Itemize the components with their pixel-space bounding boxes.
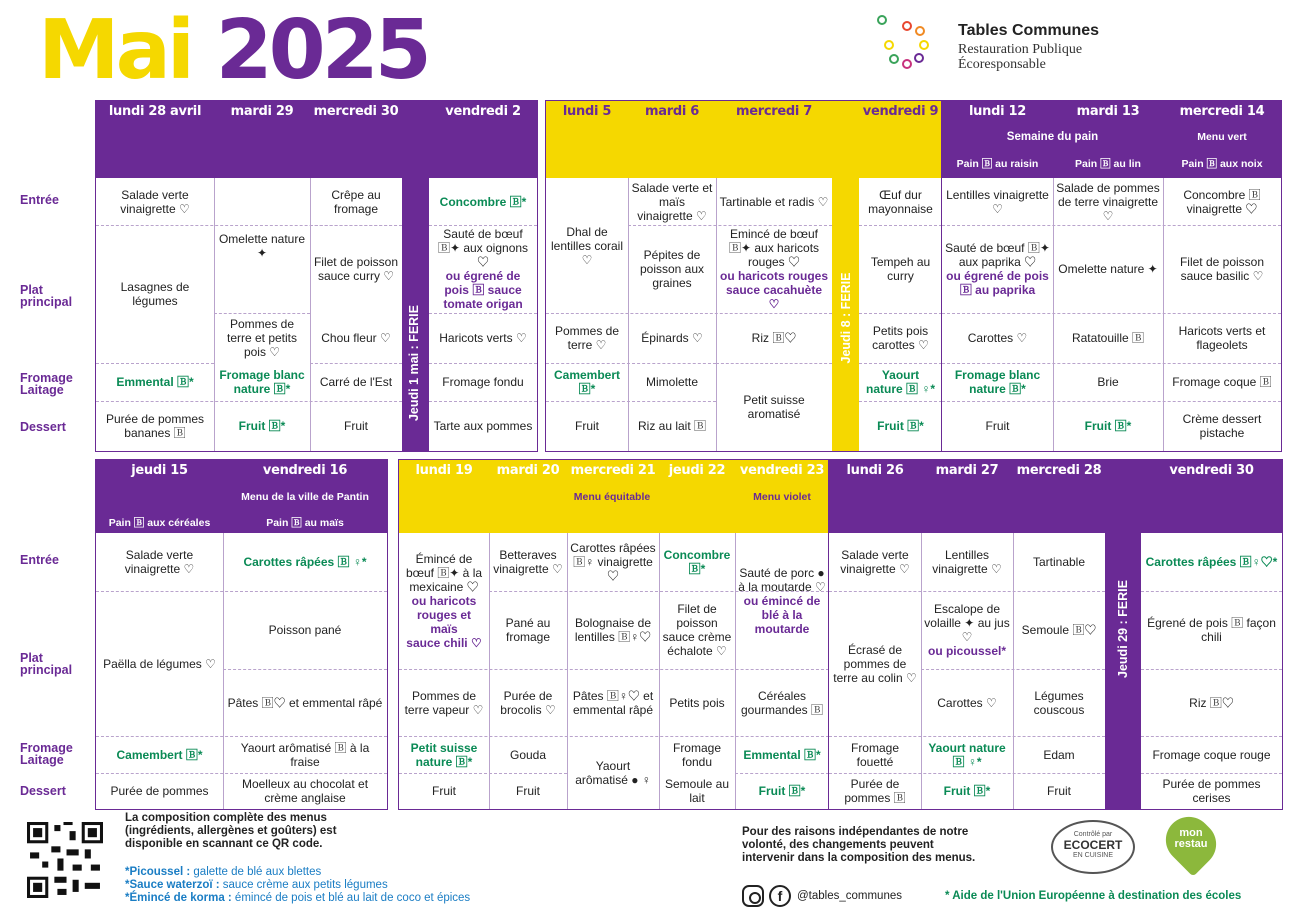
menu-item bbox=[716, 225, 832, 313]
menu-item: Riz 🄱♡ bbox=[751, 331, 797, 345]
week-block-28-avril bbox=[95, 100, 538, 452]
pain-raisin: Pain 🄱 au raisin bbox=[956, 158, 1039, 170]
menu-item: Camembert 🄱* bbox=[116, 747, 203, 762]
menu-item: Pâtes 🄱♀♡ et emmental râpé bbox=[572, 688, 654, 717]
menu-item: Fromage fouetté bbox=[850, 740, 900, 769]
ferie-label-29-mai: Jeudi 29 : FERIE bbox=[1116, 580, 1130, 678]
menu-item: Lentilles vinaigrette ♡ bbox=[946, 187, 1049, 216]
day-lundi-5: lundi 5 bbox=[562, 104, 612, 119]
day-jeudi-15: jeudi 15 bbox=[131, 463, 188, 478]
menu-item-main: Émincé de bœuf 🄱✦ à la mexicaine ♡ bbox=[405, 552, 483, 594]
menu-item: Betteraves vinaigrette ♡ bbox=[493, 548, 563, 576]
day-mardi-6: mardi 6 bbox=[645, 104, 699, 119]
week-block-5-mai bbox=[545, 100, 943, 452]
menu-item: Fromage fondu bbox=[672, 740, 722, 769]
menu-item: Fruit bbox=[344, 419, 368, 433]
day-lundi-26: lundi 26 bbox=[846, 463, 904, 478]
note-korma bbox=[125, 892, 545, 905]
menu-item: Fruit 🄱* bbox=[877, 419, 924, 433]
menu-item: Carottes râpées 🄱♀ vinaigrette ♡ bbox=[570, 541, 656, 583]
menu-item: Fromage fondu bbox=[442, 375, 524, 389]
menu-item: Purée de pommes bbox=[110, 784, 209, 798]
menu-item: Carottes ♡ bbox=[937, 695, 997, 710]
day-vendredi-9: vendredi 9 bbox=[862, 104, 939, 119]
menu-item: Pâtes 🄱♡ et emmental râpé bbox=[227, 695, 383, 710]
menu-item: Camembert 🄱* bbox=[553, 368, 621, 396]
day-mercredi-21: mercredi 21 bbox=[570, 463, 656, 478]
menu-item: Écrasé de pommes de terre au colin ♡ bbox=[833, 642, 917, 685]
day-mardi-13: mardi 13 bbox=[1076, 104, 1140, 119]
menu-item: Concombre 🄱* bbox=[439, 194, 527, 209]
theme-menu-vert: Menu vert bbox=[1197, 131, 1247, 143]
menu-item: Poisson pané bbox=[268, 623, 342, 637]
menu-item: Fruit bbox=[985, 419, 1010, 433]
theme-equitable: Menu équitable bbox=[573, 491, 651, 503]
menu-item: Purée de pommes 🄱 bbox=[844, 777, 906, 805]
ecocert-name: ECOCERT bbox=[1063, 838, 1123, 852]
menu-item: Pommes de terre ♡ bbox=[554, 324, 620, 352]
menu-item: Filet de poisson sauce basilic ♡ bbox=[1179, 255, 1265, 283]
menu-item-alternative: ou égrené de pois 🄱 sauce tomate origan bbox=[443, 269, 523, 311]
label-plat-top bbox=[20, 284, 90, 308]
menu-item-alternative: ou haricots rouges et maïs bbox=[411, 594, 477, 636]
menu-item: Bolognaise de lentilles 🄱♀♡ bbox=[574, 616, 652, 644]
menu-item-main: Emincé de bœuf 🄱✦ aux haricots rouges ♡ bbox=[728, 227, 820, 269]
page-title bbox=[38, 3, 428, 98]
menu-item: Filet de poisson sauce crème échalote ♡ bbox=[662, 602, 732, 658]
day-mardi-29: mardi 29 bbox=[230, 104, 294, 119]
menu-item-main: Sauté de bœuf 🄱✦ aux oignons ♡ bbox=[437, 227, 529, 269]
day-mercredi-30: mercredi 30 bbox=[313, 104, 399, 119]
menu-item: Yaourt arômatisé 🄱 à la fraise bbox=[240, 740, 370, 769]
tables-communes-logo bbox=[876, 14, 938, 76]
day-jeudi-22: jeudi 22 bbox=[668, 463, 726, 478]
menu-item: Salade verte vinaigrette ♡ bbox=[840, 548, 910, 576]
label-plat-line1: Plat bbox=[20, 283, 43, 297]
menu-item: Salade verte vinaigrette ♡ bbox=[120, 187, 190, 216]
day-vendredi-23: vendredi 23 bbox=[739, 463, 825, 478]
menu-item: Ratatouille 🄱 bbox=[1071, 331, 1145, 345]
menu-item: Riz 🄱♡ bbox=[1189, 695, 1234, 710]
note-waterzoi bbox=[125, 879, 545, 892]
theme-pantin: Menu de la ville de Pantin bbox=[241, 491, 369, 503]
ecocert-small: Contrôlé par bbox=[1073, 831, 1113, 838]
pain-mais: Pain 🄱 au maïs bbox=[266, 517, 344, 529]
day-mardi-20: mardi 20 bbox=[496, 463, 560, 478]
social-handle[interactable]: @tables_communes bbox=[797, 890, 902, 902]
menu-item: Fruit bbox=[516, 784, 540, 798]
menu-item: Fruit bbox=[1047, 784, 1071, 798]
note-term: *Émincé de korma : bbox=[125, 892, 232, 904]
menu-item: Petit suisse nature 🄱* bbox=[410, 740, 478, 769]
brand-line-2: Écoresponsable bbox=[958, 57, 1046, 72]
menu-item: Fromage coque 🄱 bbox=[1172, 375, 1272, 389]
label-fromage-top bbox=[20, 372, 90, 396]
week-block-15-mai bbox=[95, 459, 388, 810]
menu-item: Salade de pommes de terre vinaigrette ♡ bbox=[1056, 180, 1160, 223]
menu-item: Lasagnes de légumes bbox=[120, 280, 190, 308]
title-year: 2025 bbox=[215, 3, 428, 98]
menu-item: Brie bbox=[1097, 375, 1119, 389]
menu-item: Dhal de lentilles corail ♡ bbox=[550, 224, 624, 267]
menu-item-main: Escalope de volaille ✦ au jus ♡ bbox=[924, 602, 1010, 644]
menu-item: Pommes de terre vapeur ♡ bbox=[404, 688, 484, 717]
menu-item-main: Sauté de bœuf 🄱✦ aux paprika ♡ bbox=[945, 241, 1050, 269]
theme-violet: Menu violet bbox=[753, 491, 811, 503]
menu-item: Petit suisse aromatisé bbox=[743, 393, 805, 421]
menu-item: Céréales gourmandes 🄱 bbox=[740, 688, 824, 717]
pain-lin: Pain 🄱 au lin bbox=[1075, 158, 1141, 170]
footer-composition: La composition complète des menus (ingrédients, allergènes et goûters) est disponible en scannant ce QR code. bbox=[125, 812, 337, 850]
menu-item: Omelette nature ✦ bbox=[218, 231, 306, 260]
menu-item: Emmental 🄱* bbox=[116, 375, 194, 389]
day-mardi-27: mardi 27 bbox=[935, 463, 999, 478]
menu-item: Haricots verts ♡ bbox=[439, 331, 527, 345]
instagram-icon[interactable] bbox=[742, 885, 764, 907]
brand-subtitle bbox=[958, 42, 1082, 72]
note-picoussel bbox=[125, 866, 545, 879]
menu-item: Semoule au lait bbox=[664, 777, 730, 805]
menu-item: Tempeh au curry bbox=[870, 255, 931, 283]
day-mercredi-14: mercredi 14 bbox=[1179, 104, 1265, 119]
menu-item: Carottes râpées 🄱 ♀* bbox=[243, 555, 367, 569]
label-plat-line2: principal bbox=[20, 295, 73, 309]
label-fromage-line2: Laitage bbox=[20, 753, 64, 767]
note-def: galette de blé aux blettes bbox=[190, 866, 322, 878]
brand-name: Tables Communes bbox=[958, 22, 1100, 39]
menu-item: Crêpe au fromage bbox=[331, 187, 381, 216]
note-term: *Picoussel : bbox=[125, 866, 191, 878]
menu-item: Concombre 🄱 vinaigrette ♡ bbox=[1183, 187, 1261, 216]
menu-item: Edam bbox=[1043, 747, 1075, 762]
menu-item: Fruit bbox=[575, 419, 599, 433]
menu-item bbox=[921, 591, 1013, 669]
menu-item: Fromage coque rouge bbox=[1152, 747, 1271, 762]
menu-item: Égrené de pois 🄱 façon chili bbox=[1147, 616, 1276, 644]
week-block-19-mai bbox=[398, 459, 830, 810]
day-vendredi-2: vendredi 2 bbox=[445, 104, 521, 119]
menu-item: Yaourt arômatisé ● ♀ bbox=[575, 758, 651, 787]
menu-item: Yaourt nature 🄱 ♀* bbox=[928, 740, 1006, 769]
ecocert-sub: EN CUISINE bbox=[1072, 852, 1114, 859]
day-vendredi-16: vendredi 16 bbox=[262, 463, 348, 478]
menu-item: Pommes de terre et petits pois ♡ bbox=[226, 317, 298, 359]
menu-item: Purée de pommes cerises bbox=[1162, 777, 1261, 805]
menu-item: Fruit 🄱* bbox=[238, 419, 286, 433]
menu-item: Fruit 🄱* bbox=[1084, 419, 1132, 433]
day-lundi-19: lundi 19 bbox=[415, 463, 473, 478]
menu-item: Fruit 🄱* bbox=[758, 784, 806, 798]
menu-item: Moelleux au chocolat et crème anglaise bbox=[241, 777, 369, 805]
note-term: *Sauce waterzoï : bbox=[125, 879, 220, 891]
menu-item: Pané au fromage bbox=[505, 616, 551, 644]
footer-changes-notice: Pour des raisons indépendantes de notre volonté, des changements peuvent intervenir dans la composition des menus. bbox=[742, 826, 976, 864]
menu-item bbox=[942, 225, 1053, 313]
menu-item: Carottes râpées 🄱♀♡* bbox=[1145, 555, 1278, 569]
menu-item: Emmental 🄱* bbox=[743, 747, 821, 762]
day-lundi-12: lundi 12 bbox=[969, 104, 1026, 119]
menu-item-alternative: ou haricots rouges sauce cacahuète ♡ bbox=[719, 269, 829, 311]
day-mercredi-28: mercredi 28 bbox=[1016, 463, 1102, 478]
label-plat-bottom bbox=[20, 652, 90, 676]
ferie-label-1-mai: Jeudi 1 mai : FERIE bbox=[407, 305, 421, 422]
week-block-26-mai bbox=[828, 459, 1283, 810]
menu-item: Mimolette bbox=[645, 375, 698, 389]
menu-item: Yaourt nature 🄱 ♀* bbox=[865, 368, 935, 396]
ferie-label-8-mai: Jeudi 8 : FERIE bbox=[839, 272, 853, 364]
menu-item: Omelette nature ✦ bbox=[1058, 262, 1158, 276]
menu-item: Fruit bbox=[432, 784, 456, 798]
menu-item: Lentilles vinaigrette ♡ bbox=[932, 548, 1002, 576]
theme-semaine-pain: Semaine du pain bbox=[1006, 131, 1099, 143]
menu-item: Fromage blanc nature 🄱* bbox=[219, 368, 305, 396]
brand-line-1: Restauration Publique bbox=[958, 42, 1083, 57]
menu-item: Fruit 🄱* bbox=[943, 784, 991, 798]
menu-item: Paëlla de légumes ♡ bbox=[103, 656, 216, 671]
label-fromage-line1: Fromage bbox=[20, 371, 73, 385]
menu-item: Pépites de poisson aux graines bbox=[639, 248, 705, 290]
label-fromage-line2: Laitage bbox=[20, 383, 64, 397]
menu-item: Tartinable et radis ♡ bbox=[719, 194, 829, 209]
pain-noix: Pain 🄱 aux noix bbox=[1181, 158, 1263, 170]
menu-item: Petits pois carottes ♡ bbox=[872, 324, 929, 352]
week-block-12-mai bbox=[941, 100, 1282, 452]
menu-item: Tarte aux pommes bbox=[433, 419, 533, 433]
footer-notes bbox=[125, 866, 545, 905]
menu-item-alternative: ou égrené de pois 🄱 au paprika bbox=[946, 269, 1049, 297]
mon-restau-line2: restau bbox=[1174, 838, 1208, 850]
title-month: Mai bbox=[38, 3, 192, 98]
menu-item: Purée de brocolis ♡ bbox=[500, 688, 556, 717]
menu-item: Concombre 🄱* bbox=[663, 548, 731, 576]
menu-item: Carré de l'Est bbox=[319, 375, 393, 389]
mon-restau-line1: mon bbox=[1179, 827, 1203, 839]
menu-item: Épinards ♡ bbox=[641, 331, 703, 345]
menu-item: Salade verte et maïs vinaigrette ♡ bbox=[631, 180, 713, 223]
note-def: émincé de pois et blé au lait de coco et épices bbox=[231, 892, 471, 904]
menu-item-alternative: ou émincé de blé à la moutarde bbox=[743, 594, 821, 636]
menu-item: Filet de poisson sauce curry ♡ bbox=[313, 255, 399, 283]
day-lundi-28: lundi 28 avril bbox=[108, 104, 202, 119]
menu-item bbox=[429, 225, 537, 313]
menu-item: Purée de pommes bananes 🄱 bbox=[105, 412, 205, 440]
menu-item: Salade verte vinaigrette ♡ bbox=[124, 548, 195, 576]
ecocert-logo bbox=[1051, 820, 1135, 874]
menu-item-main: Sauté de porc ● à la moutarde ♡ bbox=[738, 566, 826, 594]
note-def: sauce crème aux petits légumes bbox=[219, 879, 388, 891]
pain-cereales: Pain 🄱 aux céréales bbox=[108, 517, 211, 529]
day-vendredi-30: vendredi 30 bbox=[1169, 463, 1254, 478]
qr-code[interactable] bbox=[27, 822, 103, 898]
day-mercredi-7: mercredi 7 bbox=[735, 104, 813, 119]
label-dessert-bottom: Dessert bbox=[20, 784, 66, 798]
menu-item: Tartinable bbox=[1032, 555, 1086, 569]
menu-item: Gouda bbox=[509, 747, 547, 762]
menu-item: Riz au lait 🄱 bbox=[637, 419, 707, 433]
menu-item: Œuf dur mayonnaise bbox=[868, 187, 933, 216]
mon-restau-logo bbox=[1168, 828, 1214, 850]
label-dessert-top: Dessert bbox=[20, 420, 66, 434]
menu-item: Crème dessert pistache bbox=[1182, 412, 1262, 440]
menu-item: Légumes couscous bbox=[1033, 688, 1085, 717]
label-entree-bottom: Entrée bbox=[20, 553, 59, 567]
menu-item bbox=[399, 533, 489, 669]
menu-item: Semoule 🄱♡ bbox=[1021, 623, 1097, 637]
menu-item-alternative: ou picoussel* bbox=[927, 644, 1007, 658]
menu-item: Fromage blanc nature 🄱* bbox=[954, 368, 1041, 396]
menu-item: Petits pois bbox=[669, 695, 725, 710]
label-plat-line2: principal bbox=[20, 663, 73, 677]
facebook-icon[interactable]: f bbox=[769, 885, 791, 907]
menu-item bbox=[735, 533, 829, 669]
menu-item-sauce: sauce chili ♡ bbox=[406, 636, 482, 650]
menu-item: Haricots verts et flageolets bbox=[1178, 324, 1266, 352]
menu-item: Carottes ♡ bbox=[967, 331, 1028, 345]
label-fromage-bottom bbox=[20, 742, 90, 766]
menu-item: Chou fleur ♡ bbox=[321, 331, 391, 345]
label-fromage-line1: Fromage bbox=[20, 741, 73, 755]
label-entree-top: Entrée bbox=[20, 193, 59, 207]
label-plat-line1: Plat bbox=[20, 651, 43, 665]
eu-aid-note: * Aide de l'Union Européenne à destination des écoles bbox=[945, 890, 1242, 902]
